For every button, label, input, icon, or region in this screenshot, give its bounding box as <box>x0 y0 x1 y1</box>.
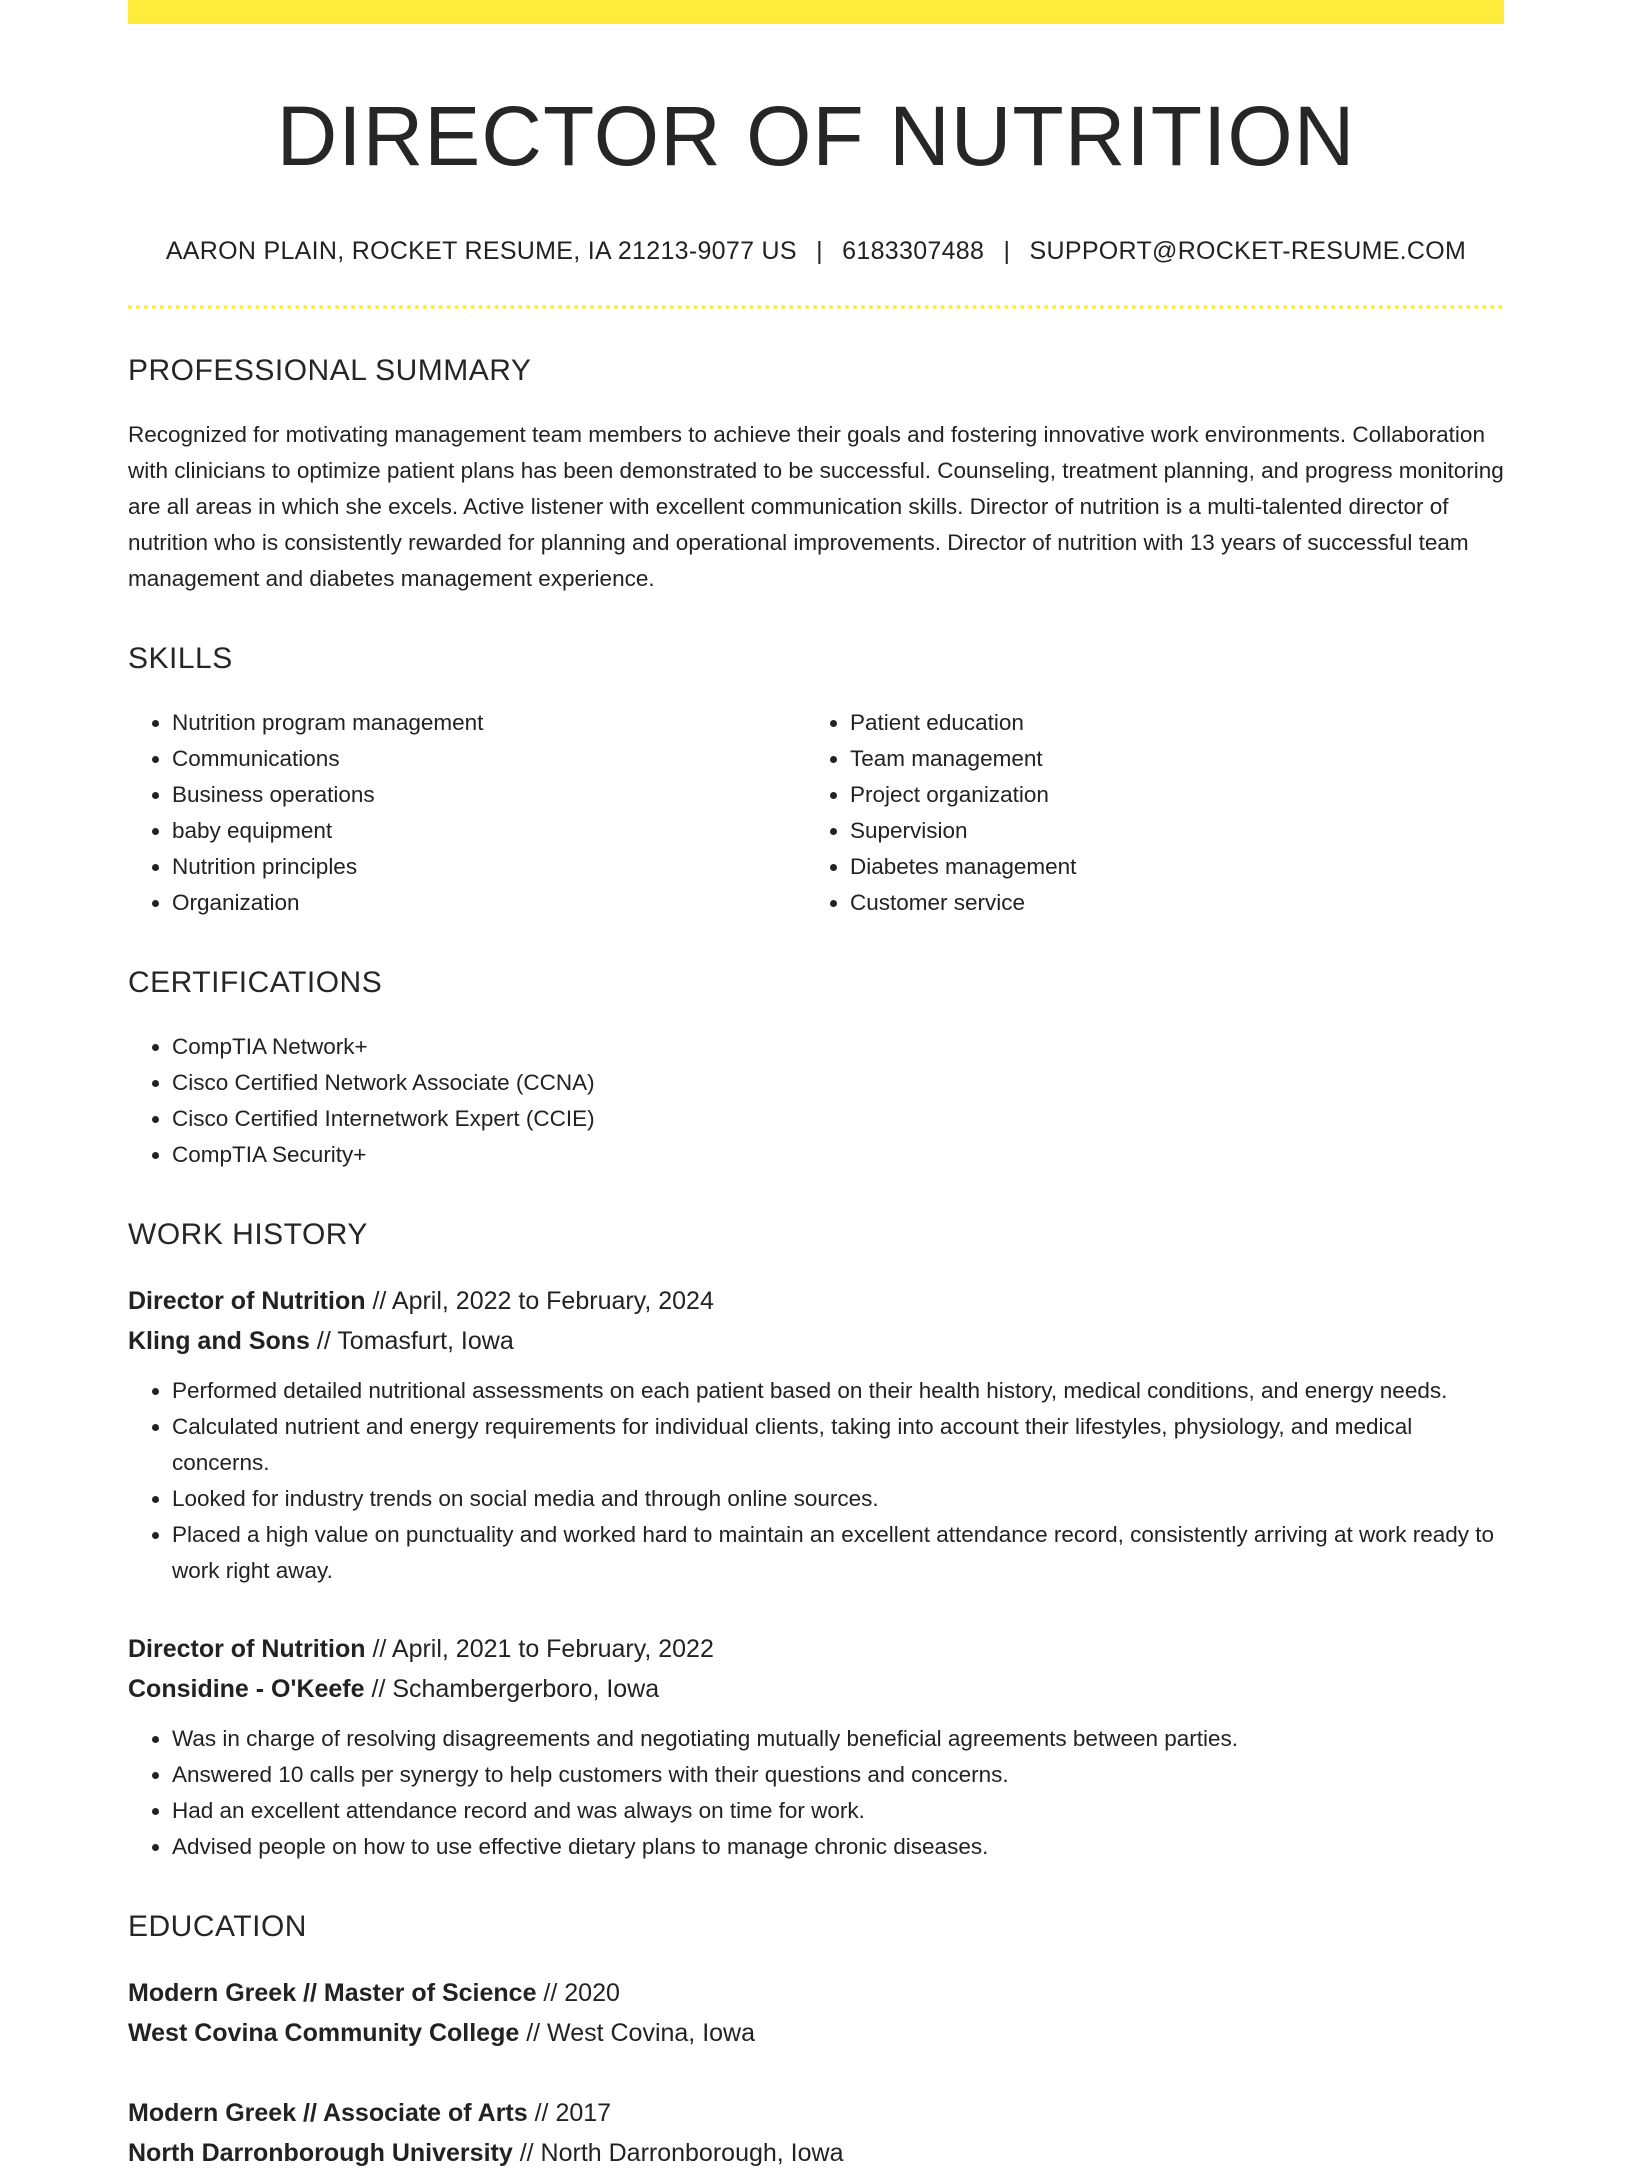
job-bullets <box>128 1721 1504 1865</box>
job-bullet: • Advised people on how to use effective dietary plans to manage chronic diseases. <box>172 1829 1504 1865</box>
education-degree: Modern Greek // Associate of Arts <box>128 2099 528 2128</box>
certification-item: • CompTIA Network+ <box>172 1029 1504 1065</box>
skill-item: • Communications <box>172 741 806 777</box>
job-location: // Schambergerboro, Iowa <box>364 1675 660 1704</box>
job-bullet: • Placed a high value on punctuality and worked hard to maintain an excellent attendance record, consistently arriving at work ready to work right away. <box>172 1517 1504 1589</box>
skills-heading: SKILLS <box>128 642 233 676</box>
certification-item: • Cisco Certified Internetwork Expert (CCIE) <box>172 1101 1504 1137</box>
job-bullet: • Calculated nutrient and energy requirements for individual clients, taking into account their lifestyles, physiology, and medical concerns. <box>172 1409 1504 1481</box>
education-entry <box>128 1973 1504 2053</box>
contact-separator: | <box>816 236 823 265</box>
job-bullet: • Answered 10 calls per synergy to help customers with their questions and concerns. <box>172 1757 1504 1793</box>
skill-item: • Nutrition program management <box>172 705 806 741</box>
skill-item: • Diabetes management <box>850 849 1484 885</box>
education-school-line <box>128 2133 1504 2173</box>
job-bullet: • Was in charge of resolving disagreements and negotiating mutually beneficial agreements between parties. <box>172 1721 1504 1757</box>
education-school-line <box>128 2013 1504 2053</box>
job-entry <box>128 1629 1504 1865</box>
job-dates: // April, 2022 to February, 2024 <box>365 1287 714 1316</box>
job-role: Director of Nutrition <box>128 1287 366 1316</box>
job-dates: // April, 2021 to February, 2022 <box>365 1635 714 1664</box>
contact-address: AARON PLAIN, ROCKET RESUME, IA 21213-9077 US <box>165 236 797 265</box>
job-entry <box>128 1281 1504 1589</box>
certifications-list <box>128 1029 1504 1173</box>
contact-phone: 6183307488 <box>842 236 985 265</box>
skill-item: • Nutrition principles <box>172 849 806 885</box>
job-bullet: • Had an excellent attendance record and was always on time for work. <box>172 1793 1504 1829</box>
job-role: Director of Nutrition <box>128 1635 366 1664</box>
education-location: // North Darronborough, Iowa <box>512 2139 844 2168</box>
skill-item: • Customer service <box>850 885 1484 921</box>
skills-left-list <box>128 705 806 921</box>
summary-heading: PROFESSIONAL SUMMARY <box>128 354 532 388</box>
resume-page <box>128 0 1504 2173</box>
job-company-line <box>128 1321 1504 1361</box>
job-location: // Tomasfurt, Iowa <box>309 1327 514 1356</box>
education-degree: Modern Greek // Master of Science <box>128 1979 537 2008</box>
job-company-line <box>128 1669 1504 1709</box>
skill-item: • Team management <box>850 741 1484 777</box>
top-accent-bar <box>128 0 1504 24</box>
job-bullet: • Performed detailed nutritional assessments on each patient based on their health history, medical conditions, and energy needs. <box>172 1373 1504 1409</box>
skill-item: • Patient education <box>850 705 1484 741</box>
job-bullets <box>128 1373 1504 1589</box>
education-location: // West Covina, Iowa <box>519 2019 756 2048</box>
skill-item: • Project organization <box>850 777 1484 813</box>
contact-separator: | <box>1003 236 1011 265</box>
skill-item: • Organization <box>172 885 806 921</box>
certifications-heading: CERTIFICATIONS <box>128 966 383 1000</box>
education-school: North Darronborough University <box>128 2139 513 2168</box>
contact-line <box>128 235 1504 268</box>
skill-item: • Business operations <box>172 777 806 813</box>
skill-item: • Supervision <box>850 813 1484 849</box>
resume-title: DIRECTOR OF NUTRITION <box>276 89 1356 183</box>
summary-text: Recognized for motivating management team members to achieve their goals and fostering innovative work environments. Collaboration with clinicians to optimize patient plans has been demonstrated to be successful. Counseling, treatment planning, and progress monitoring are all areas in which she excels. Active listener with excellent communication skills. Director of nutrition is a multi-talented director of nutrition who is consistently rewarded for planning and operational improvements. Director of nutrition with 13 years of successful team management and diabetes management experience. <box>128 422 1504 592</box>
certification-item: • Cisco Certified Network Associate (CCNA) <box>172 1065 1504 1101</box>
job-bullet: • Looked for industry trends on social media and through online sources. <box>172 1481 1504 1517</box>
skills-right-list <box>806 705 1484 921</box>
education-year: // 2020 <box>536 1979 620 2008</box>
contact-email: SUPPORT@ROCKET-RESUME.COM <box>1029 236 1467 265</box>
education-degree-line <box>128 1973 1504 2013</box>
skills-columns <box>128 705 1504 921</box>
job-role-line <box>128 1281 1504 1321</box>
job-role-line <box>128 1629 1504 1669</box>
job-company: Considine - O'Keefe <box>128 1675 365 1704</box>
education-school: West Covina Community College <box>128 2019 520 2048</box>
work-history-heading: WORK HISTORY <box>128 1218 368 1252</box>
skill-item: • baby equipment <box>172 813 806 849</box>
education-heading: EDUCATION <box>128 1910 307 1944</box>
education-degree-line <box>128 2093 1504 2133</box>
header-divider <box>128 305 1504 309</box>
education-year: // 2017 <box>527 2099 612 2128</box>
education-entry <box>128 2093 1504 2173</box>
job-company: Kling and Sons <box>128 1327 310 1356</box>
certification-item: • CompTIA Security+ <box>172 1137 1504 1173</box>
